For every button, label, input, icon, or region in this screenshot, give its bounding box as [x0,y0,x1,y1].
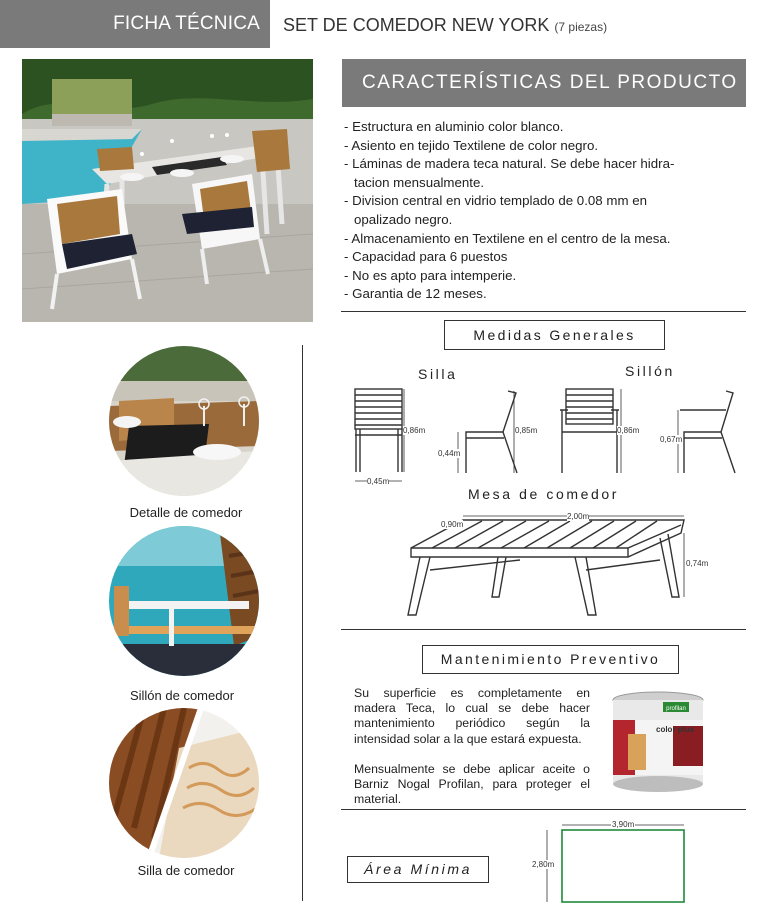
area-depth-label: 2,80m [532,860,555,869]
area-width-label: 3,90m [612,820,635,829]
detail-image-table [109,346,259,496]
section-label: FICHA TÉCNICA [113,13,260,34]
table-label: Mesa de comedor [468,486,620,502]
chair-front-drawing [355,389,404,481]
varnish-can-image [608,690,708,794]
product-name: SET DE COMEDOR NEW YORK [283,15,550,35]
measures-heading: Medidas Generales [444,320,665,350]
table-width-label: 0,90m [441,520,464,529]
feature-item: - Capacidad para 6 puestos [344,249,508,265]
feature-item: tacion mensualmente. [354,174,485,190]
feature-item: - Garantia de 12 meses. [344,286,487,302]
features-heading: CARACTERÍSTICAS DEL PRODUCTO [362,72,738,93]
maintenance-heading: Mantenimiento Preventivo [422,645,679,674]
feature-item: - Asiento en tejido Textilene de color negro. [344,137,599,153]
detail-image-chair [109,708,259,858]
minimum-area-heading: Área Mínima [347,856,489,883]
detail-image-armchair [109,526,259,676]
minimum-area-rectangle [562,830,684,902]
product-pieces: (7 piezas) [554,20,608,34]
vertical-divider [302,345,303,901]
feature-item: - Division central en vidrio templado de 0.08 mm en [344,193,648,209]
maintenance-text [354,686,590,807]
product-title [283,15,607,36]
chair-side-height-label: 0,85m [515,426,538,435]
feature-item: - Estructura en aluminio color blanco. [344,119,564,134]
feature-item: - Láminas de madera teca natural. Se debe hacer hidra- [344,156,675,172]
features-heading-box [342,59,746,107]
maintenance-paragraph: Mensualmente se debe aplicar aceite o Barniz Nogal Profilan, para proteger el material. [354,761,590,807]
feature-item: - Almacenamiento en Textilene en el centro de la mesa. [344,230,671,246]
section-label-box [0,0,270,48]
features-list [344,118,749,304]
feature-item: opalizado negro. [354,211,453,227]
armchair-height-label: 0,86m [617,426,640,435]
detail-caption: Sillón de comedor [129,688,235,703]
chair-seat-height-label: 0,44m [438,449,461,458]
chair-height-label: 0,86m [403,426,426,435]
chair-width-label: 0,45m [367,477,390,486]
armchair-label: Sillón [625,363,675,379]
divider [341,629,746,630]
detail-caption: Silla de comedor [137,863,235,878]
detail-caption: Detalle de comedor [129,505,243,520]
armchair-arm-height-label: 0,67m [660,435,683,444]
can-brand-text: profilan [666,706,686,712]
maintenance-paragraph: Su superficie es completamente en madera Teca, lo cual se debe hacer mantenimiento periódico según la intensidad solar a la que estará expuesta. [354,686,590,746]
table-length-label: 2,00m [567,512,590,521]
divider [341,311,746,312]
chair-side-drawing [458,391,517,473]
armchair-side-drawing [678,391,735,473]
can-label-text: color plus [656,725,695,734]
table-drawing [408,516,684,615]
armchair-front-drawing [560,389,621,473]
table-height-label: 0,74m [686,559,709,568]
chair-label: Silla [418,366,458,382]
product-photo [22,59,313,322]
feature-item: - No es apto para intemperie. [344,267,517,283]
divider [341,809,746,810]
